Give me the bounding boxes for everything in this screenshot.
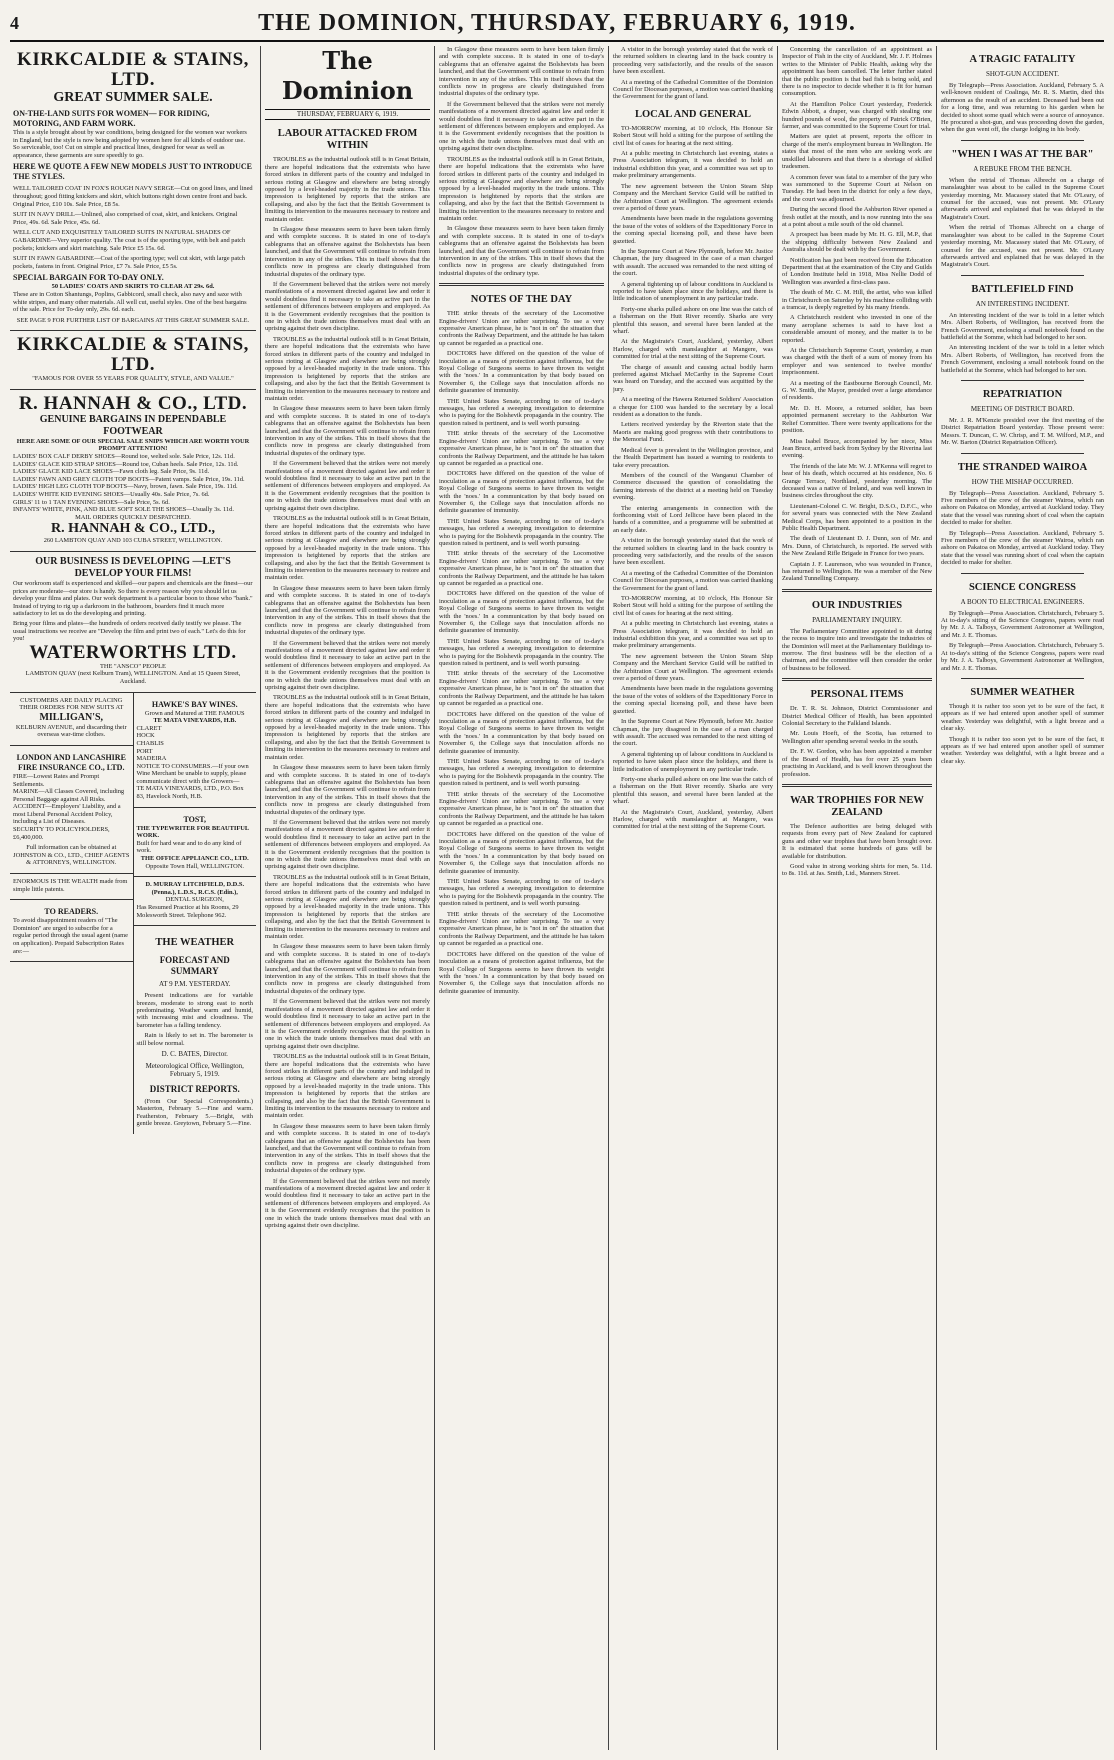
wine-title: HAWKE'S BAY WINES. [151,699,238,709]
editorial-headline: LABOUR ATTACKED FROM WITHIN [277,128,418,152]
local-paragraph: At a meeting of the Cathedral Committee of the Dominion Council for Diocesan purposes, a motion was carried thanking the Government for the grant of land. [613,569,773,592]
kirkcaldie-headline: GREAT SUMMER SALE. [53,90,213,105]
local-paragraph: Amendments have been made in the regulations governing the issue of the votes of soldiers of the Expeditionary Force in the coming special licensing poll, and these have been gazetted. [613,215,773,245]
wairoa-title: THE STRANDED WAIROA [957,461,1088,473]
column-editorial [265,46,430,1750]
notes-paragraph: THE strike threats of the secretary of the Locomotive Engine-drivers' Union are rather surprising. To use a very expressive American phrase, he is "not in on" the situation that confronts the Railway Department, and the attitude he has taken up cannot be regarded as a practical one. [439,790,604,828]
editorial-paragraph: If the Government believed that the strikes were not merely manifestations of a movement directed against law and order it would doubtless find it necessary to take an active part in the settlement of differences between employers and employed. As it is the Government evidently recognises that the position is one in which the trade unions themselves must deal with an uprising against their own discipline. [439,100,604,153]
news-paragraph: Captain J. F. Laurenson, who was wounded in France, has returned to Wellington. He was a member of the New Zealand Tunnelling Company. [782,560,932,583]
patents-headline: ENORMOUS IS THE WEALTH made from simple little patents. [13,878,128,893]
hannah-line: LADIES' GLACE KID LACE SHOES—Fawn cloth leg. Sale Price, 9s. 11d. [13,468,210,476]
typewriter-firm: THE OFFICE APPLIANCE CO., LTD. [140,855,249,863]
tragic-title: A TRAGIC FATALITY [969,54,1076,65]
column-right [941,46,1104,1750]
tragic-sub: SHOT-GUN ACCIDENT. [985,70,1060,78]
kirkcaldie-banner [10,331,256,390]
milligans-name: MILLIGAN'S, [39,711,104,723]
dentist-ad [134,877,257,926]
notes-paragraph: THE strike threats of the secretary of the Locomotive Engine-drivers' Union are rather surprising. To use a very expressive American phrase, he is "not in on" the situation that confronts the Railway Department, and the attitude he has taken up cannot be regarded as a practical one. [439,430,604,467]
local-paragraph: At the Magistrate's Court, Auckland, yesterday, Albert Harlow, charged with manslaughter at Mangere, was committed for trial at the next sitting of the Supreme Court. [613,808,773,831]
personal-item: Dr. F. W. Gordon, who has been appointed a member of the Board of Health, has for over 25 years been practising in Auckland, and is well known throughout the profession. [782,748,932,778]
weather-text: Present indications are for variable breezes, moderate to strong east to north predominating. Weather warm and humid, with increasing mist and cloudiness. The barometer has a falling tendency. [136,992,253,1029]
dentist-addr: Has Resumed Practice at his Rooms, 29 Molesworth Street. Telephone 962. [136,904,239,919]
news-paragraph: At the Christchurch Supreme Court, yesterday, a man was charged with the theft of a sum of money from his employer and was sentenced to twelve months' imprisonment. [782,347,932,377]
news-paragraph: A prospect has been made by Mr. H. G. Ell, M.P., that the shipping difficulty between New Zealand and Australia should be dealt with by the Government. [782,231,932,254]
notes-paragraph: THE strike threats of the secretary of the Locomotive Engine-drivers' Union are rather surprising. To use a very expressive American phrase, he is "not in on" the situation that confronts the Railway Department, and the attitude he has taken up cannot be regarded as a practical one. [439,670,604,708]
local-paragraph: Amendments have been made in the regulations governing the issue of the votes of soldiers of the Expeditionary Force in the coming special licensing poll, and these have been gazetted. [613,685,773,715]
notes-paragraph: THE United States Senate, according to one of to-day's messages, has ordered a sweeping investigation to determine who is paying for the Bolshevik propaganda in the country. The question raised is pertinent, and is well worth pursuing. [439,517,604,547]
summer-title: SUMMER WEATHER [970,686,1075,698]
wine-note: NOTICE TO CONSUMERS.—If your own Wine Merchant be unable to supply, please communicate direct with the Growers— [136,762,249,785]
typewriter-text2: Built for hard wear and to do any kind of work. [136,839,242,855]
column-news [782,46,932,1750]
patents-ad [10,874,133,900]
personal-item: Dr. T. R. St. Johnson, District Commissioner and District Medical Officer of Health, has been appointed Colonial Secretary to the Falkland Islands. [782,705,932,728]
news-paragraph: Notification has just been received from the Education Department that at the examination of the City and Guilds of London Institute held in 1918, Miss Nellie Dodd of Wellington was awarded a first-class pass. [782,256,932,286]
weather-reports-title: DISTRICT REPORTS. [149,1084,240,1095]
hannah-line: GIRLS' 11 to 1 TAN EVENING SHOES—Sale Price, 5s. 6d. [13,498,170,506]
local-paragraph: In the Supreme Court at New Plymouth, before Mr. Justice Chapman, the jury disagreed in the case of a man charged with assault. The accused was remanded to the next sitting of the court. [613,247,773,278]
hannah-ad [10,390,256,552]
trophies-title: WAR TROPHIES FOR NEW ZEALAND [790,794,924,818]
wine-brand: TE MATA VINEYARDS, H.B. [153,717,237,725]
local-paragraph: At a meeting of the Cathedral Committee of the Dominion Council for Diocesan purposes, a motion was carried thanking the Government for the grant of land. [613,78,773,101]
local-paragraph: At the Magistrate's Court, Auckland, yesterday, Albert Harlow, charged with manslaughter at Mangere, was committed for trial at the next sitting of the Supreme Court. [613,338,773,361]
industries-text: The Parliamentary Committee appointed to sit during the recess to inquire into and investigate the industries of the Dominion will meet at the Parliamentary Buildings to-morrow. The first business will be the election of a chairman, and the committee will then consider the order of business to be followed. [782,627,932,672]
industries-sub: PARLIAMENTARY INQUIRY. [812,615,902,624]
news-paragraph: At a meeting of the Eastbourne Borough Council, Mr. G. W. Smith, the Mayor, presided over a large attendance of residents. [782,379,932,402]
local-paragraph: TO-MORROW morning, at 10 o'clock, His Honour Sir Robert Stout will hold a sitting for the purpose of settling the civil list of cases for hearing at the next sitting. [613,124,773,147]
bar-text: When the retrial of Thomas Albrecht on a charge of manslaughter was about to be called in the Supreme Court yesterday morning, Mr. Macassey stated that Mr. O'Leary, of counsel for the accused, was not present. Mr. O'Leary afterwards arrived and explained that he was delayed in the Magistrate's Court. [941,224,1104,269]
editorial-paragraph: If the Government believed that the strikes were not merely manifestations of a movement directed against law and order it would doubtless find it necessary to take an active part in the settlement of differences between employers and employed. As it is the Government evidently recognises that the position is one in which the trade unions themselves must deal with an uprising against their own discipline. [265,460,430,512]
weather-text2: Rain is likely to set in. The barometer is still below normal. [136,1032,253,1047]
local-paragraph: The charge of assault and causing actual bodily harm preferred against Michael McCarthy in the Supreme Court was heard on Tuesday, and the accused was acquitted by the jury. [613,363,773,393]
wairoa-text: By Telegraph—Press Association. Auckland, February 5. Five members of the crew of the steamer Wairoa, which ran ashore on Pakatoa on Monday, arrived at Auckland today. They state that the vessel was running short of coal when the captain decided to make for shelter. [941,489,1104,527]
news-paragraph: Miss Isabel Bruce, accompanied by her niece, Miss Jean Bruce, arrived back from Sydney by the Riverina last evening. [782,437,932,460]
editorial-masthead: The Dominion [281,46,414,105]
news-paragraph: A Christchurch resident who invested in one of the many aeroplane schemes is said to have lost a considerable amount of money, and the matter is to be reported. [782,314,932,344]
waterworths-store: THE "ANSCO" PEOPLE [100,662,166,670]
waterworths-name: WATERWORTHS LTD. [29,641,237,663]
news-paragraph: A common fever was fatal to a member of the jury who was summoned to the Supreme Court at Nelson on Tuesday. He had been in the district for only a few days, and the court was adjourned. [782,173,932,203]
local-paragraph: A visitor in the borough yesterday stated that the work of the returned soldiers in clearing land in the back country is proceeding very satisfactorily, and the results of the season have been excellent. [613,537,773,567]
battle-text: An interesting incident of the war is told in a letter which Mrs. Albert Roberts, of Wellington, has received from the French Government, enclosing a small notebook found on the battlefield at the Somme, which had belonged to her son. [941,311,1104,341]
hannah-sub: HERE ARE SOME OF OUR SPECIAL SALE SNIPS WHICH ARE WORTH YOUR PROMPT ATTENTION! [16,437,250,453]
editorial-paragraph: If the Government believed that the strikes were not merely manifestations of a movement directed against law and order it would doubtless find it necessary to take an active part in the settlement of differences between employers and employed. As it is the Government evidently recognises that the position is one in which the trade unions themselves must deal with an uprising against their own discipline. [265,1177,430,1230]
kirkcaldie-section-title: ON-THE-LAND SUITS FOR WOMEN— FOR RIDING, MOTORING, AND FARM WORK. [13,109,210,128]
kirkcaldie-special: SPECIAL BARGAIN FOR TO-DAY ONLY. [13,273,164,283]
milligans-addr: KELBURN AVENUE, and discarding their overseas war-time clothes. [15,723,127,739]
typewriter-addr: Opposite Town Hall, WELLINGTON. [145,862,244,870]
kirkcaldie-banner-name: KIRKCALDIE & STAINS, LTD. [17,334,249,376]
notes-paragraph: THE United States Senate, according to one of to-day's messages, has ordered a sweeping investigation to determine who is paying for the Bolshevik propaganda in the country. The question raised is pertinent, and is well worth pursuing. [439,397,604,427]
insurance-line: SECURITY TO POLICYHOLDERS, £6,400,000. [13,826,110,841]
science-sub: A BOON TO ELECTRICAL ENGINEERS. [960,597,1085,606]
editorial-paragraph: In Glasgow these measures seem to have been taken firmly and with complete success. It is stated in one of to-day's cablegrams that an offensive against the Bolshevists has been launched, and that the Government will continue to refrain from intervention in any of the strikes. This in itself shows that the conflicts now in progress are clearly distinguished from industrial disputes of the ordinary type. [439,46,604,98]
editorial-paragraph: If the Government believed that the strikes were not merely manifestations of a movement directed against law and order it would doubtless find it necessary to take an active part in the settlement of differences between employers and employed. As it is the Government evidently recognises that the position is one in which the trade unions themselves must deal with an uprising against their own discipline. [265,998,430,1050]
editorial-paragraph: In Glasgow these measures seem to have been taken firmly and with complete success. It is stated in one of to-day's cablegrams that an offensive against the Bolshevists has been launched, and that the Government will continue to refrain from intervention in any of the strikes. This in itself shows that the conflicts now in progress are clearly distinguished from industrial disputes of the ordinary type. [265,226,430,278]
battle-title: BATTLEFIELD FIND [971,283,1074,295]
hannah-line: LADIES' BOX CALF DERBY SHOES—Round toe, welted sole. Sale Price, 12s. 11d. [13,453,235,461]
local-paragraph: A visitor in the borough yesterday stated that the work of the returned soldiers in clearing land in the back country is proceeding very satisfactorily, and the results of the season have been excellent. [613,46,773,76]
local-paragraph: In the Supreme Court at New Plymouth, before Mr. Justice Chapman, the jury disagreed in the case of a man charged with assault. The accused was remanded to the next sitting of the court. [613,718,773,748]
kirkcaldie-item: WELL CUT AND EXQUISITELY TAILORED SUITS IN NATURAL SHADES OF GABARDINE—Very superior quality. The coat is of the sporting type, with belt and patch pockets; knickers and skirt matching. Sale Price £5 15s. 6d. [13,229,246,252]
editorial-paragraph: TROUBLES as the industrial outlook still is in Great Britain, there are hopeful indications that the extremists who have forced strikes in different parts of the country and indulged in serious rioting at Glasgow and elsewhere are being strongly opposed by a level-headed majority in the trade unions. This impression is heightened by reports that the strikes are collapsing, and also by the fact that the British Government is limiting its intervention to the measures necessary to restore and maintain order. [265,156,430,223]
news-paragraph: The death of Mr. C. M. Hill, the artist, who was killed in Christchurch on Saturday by his machine colliding with a tramcar, is deeply regretted by his many friends. [782,289,932,311]
local-paragraph: The entering arrangements in connection with the forthcoming visit of Lord Jellicoe have been placed in the hands of a committee, and a programme will be submitted at an early date. [613,504,773,534]
weather-signature: D. C. BATES, Director. [161,1050,228,1059]
dentist-title: DENTAL SURGEON, [165,896,224,904]
bar-sub: A REBUKE FROM THE BENCH. [973,164,1072,173]
news-paragraph: At the Hamilton Police Court yesterday, Frederick Edwin Abbott, a draper, was charged with stealing one hundred pounds of wool, the property of Patrick O'Brien, farmer, and was committed to the Supreme Court for trial. [782,100,932,131]
insurance-ad [10,746,133,874]
tragic-text: By Telegraph—Press Association. Auckland, February 5. A well-known resident of Coalinga, Mr. R. S. Martin, died this afternoon as the result of an accident. Deceased had been out for a long time, and was returning to his garden when he decided to shoot some quail which were a source of annoyance. He procured a shot-gun, and was proceeding down the garden, when the gun went off, the charge lodging in his body. [941,82,1104,134]
news-paragraph: The friends of the late Mr. W. J. M'Kenna will regret to hear of his death, which occurred at his residence, No. 6 Grange Terrace, Northland, yesterday morning. The deceased was a native of Ireland, and was well known in business circles throughout the city. [782,462,932,500]
wine-sub: Grown and Matured at THE FAMOUS [144,709,245,717]
summer-text: Though it is rather too soon yet to be sure of the fact, it appears as if we had entered upon another spell of summer weather. Yesterday was delightful, with a light breeze and a clear sky. [941,702,1104,733]
wine-item: MADEIRA [136,755,167,763]
editorial-paragraph: In Glasgow these measures seem to have been taken firmly and with complete success. It is stated in one of to-day's cablegrams that an offensive against the Bolshevists has been launched, and that the Government will continue to refrain from intervention in any of the strikes. This in itself shows that the conflicts now in progress are clearly distinguished from industrial disputes of the ordinary type. [265,943,430,995]
editorial-paragraph: In Glasgow these measures seem to have been taken firmly and with complete success. It is stated in one of to-day's cablegrams that an offensive against the Bolshevists has been launched, and that the Government will continue to refrain from intervention in any of the strikes. This in itself shows that the conflicts now in progress are clearly distinguished from industrial disputes of the ordinary type. [265,764,430,816]
waterworths-ad [10,552,256,693]
local-paragraph: Letters received yesterday by the Riverton state that the Maoris are making good progress with their contributions to the Memorial Fund. [613,421,773,444]
wine-addr: TE MATA VINEYARDS, LTD., P.O. Box 83, Havelock North, H.B. [136,785,244,801]
news-paragraph: The death of Lieutenant D. J. Dunn, son of Mr. and Mrs. Dunn, of Christchurch, is reported. He served with the New Zealand Rifle Brigade in France for two years. [782,535,932,558]
local-paragraph: Medical fever is prevalent in the Wellington province, and the Health Department has issued a warning to residents to take every precaution. [613,446,773,469]
editorial-paragraph: TROUBLES as the industrial outlook still is in Great Britain, there are hopeful indications that the extremists who have forced strikes in different parts of the country and indulged in serious rioting at Glasgow and elsewhere are being strongly opposed by a level-headed majority in the trade unions. This impression is heightened by reports that the strikes are collapsing, and also by the fact that the British Government is limiting its intervention to the measures necessary to restore and maintain order. [265,335,430,402]
kirkcaldie-item: SUIT IN FAWN GABARDINE—Coat of the sporting type; well cut skirt, with large patch pockets, fastens in front. Original Price, £7 7s. Sale Price, £5 5s. [13,255,246,270]
editorial-paragraph: In Glasgow these measures seem to have been taken firmly and with complete success. It is stated in one of to-day's cablegrams that an offensive against the Bolshevists has been launched, and that the Government will continue to refrain from intervention in any of the strikes. This in itself shows that the conflicts now in progress are clearly distinguished from industrial disputes of the ordinary type. [265,405,430,457]
editorial-paragraph: TROUBLES as the industrial outlook still is in Great Britain, there are hopeful indications that the extremists who have forced strikes in different parts of the country and indulged in serious rioting at Glasgow and elsewhere are being strongly opposed by a level-headed majority in the trade unions. This impression is heightened by reports that the strikes are collapsing, and also by the fact that the British Government is limiting its intervention to the measures necessary to restore and maintain order. [265,515,430,582]
notes-paragraph: DOCTORS have differed on the question of the value of inoculation as a means of protection against influenza, but the Royal College of Surgeons seems to have thrown its weight with the 'noes.' In a communication by that body issued on November 6, the College says that inoculation affords no definite guarantee of immunity. [439,710,604,755]
wairoa-text: By Telegraph—Press Association. Auckland, February 5. Five members of the crew of the steamer Wairoa, which ran ashore on Pakatoa on Monday, arrived at Auckland today. They state that the vessel was running short of coal when the captain decided to make for shelter. [941,529,1104,567]
kirkcaldie-ad [10,46,256,331]
notes-paragraph: DOCTORS have differed on the question of the value of inoculation as a means of protection against influenza, but the Royal College of Surgeons seems to have thrown its weight with the 'noes.' In a communication by that body issued on November 6, the College says that inoculation affords no definite guarantee of immunity. [439,950,604,995]
wairoa-sub: HOW THE MISHAP OCCURRED. [971,477,1074,486]
hannah-line: LADIES' HIGH LEG CLOTH TOP BOOTS—Navy, brown, fawn. Sale Price, 19s. 11d. [13,483,238,491]
hannah-line: LADIES' GLACE KID STRAP SHOES—Round toe, Cuban heels. Sale Price, 12s. 11d. [13,460,239,468]
editorial-paragraph: TROUBLES as the industrial outlook still is in Great Britain, there are hopeful indications that the extremists who have forced strikes in different parts of the country and indulged in serious rioting at Glasgow and elsewhere are being strongly opposed by a level-headed majority in the trade unions. This impression is heightened by reports that the strikes are collapsing, and also by the fact that the British Government is limiting its intervention to the measures necessary to restore and maintain order. [265,1053,430,1120]
notes-paragraph: THE United States Senate, according to one of to-day's messages, has ordered a sweeping investigation to determine who is paying for the Bolshevik propaganda in the country. The question raised is pertinent, and is well worth pursuing. [439,637,604,668]
wine-item: CLARET [136,724,162,732]
editorial-paragraph: TROUBLES as the industrial outlook still is in Great Britain, there are hopeful indications that the extremists who have forced strikes in different parts of the country and indulged in serious rioting at Glasgow and elsewhere are being strongly opposed by a level-headed majority in the trade unions. This impression is heightened by reports that the strikes are collapsing, and also by the fact that the British Government is limiting its intervention to the measures necessary to restore and maintain order. [439,155,604,222]
kirkcaldie-models: HERE WE QUOTE A FEW NEW MODELS JUST TO INTRODUCE THE STYLES. [13,162,252,182]
notes-paragraph: THE United States Senate, according to one of to-day's messages, has ordered a sweeping investigation to determine who is paying for the Bolshevik propaganda in the country. The question raised is pertinent, and is well worth pursuing. [439,878,604,908]
insurance-name: LONDON AND LANCASHIRE FIRE INSURANCE CO., LTD. [16,752,126,772]
notes-paragraph: THE United States Senate, according to one of to-day's messages, has ordered a sweeping investigation to determine who is paying for the Bolshevik propaganda in the country. The question raised is pertinent, and is well worth pursuing. [439,757,604,788]
editorial-paragraph: TROUBLES as the industrial outlook still is in Great Britain, there are hopeful indications that the extremists who have forced strikes in different parts of the country and indulged in serious rioting at Glasgow and elsewhere are being strongly opposed by a level-headed majority in the trade unions. This impression is heightened by reports that the strikes are collapsing, and also by the fact that the British Government is limiting its intervention to the measures necessary to restore and maintain order. [265,873,430,941]
notes-paragraph: DOCTORS have differed on the question of the value of inoculation as a means of protection against influenza, but the Royal College of Surgeons seems to have thrown its weight with the 'noes.' In a communication by that body issued on November 6, the College says that inoculation affords no definite guarantee of immunity. [439,470,604,515]
local-paragraph: A general tightening up of labour conditions in Auckland is reported to have taken place since the holidays, and there is little indication of unemployment in any particular trade. [613,280,773,303]
local-title: LOCAL AND GENERAL [634,108,752,120]
weather-office: Meteorological Office, Wellington, February 5, 1919. [145,1062,244,1079]
kirkcaldie-item: SUIT IN NAVY DRILL—Unlined, also comprised of coat, skirt, and knickers. Original Price, 49s. 6d. Sale Price, 45s. 6d. [13,211,238,226]
notes-paragraph: THE strike threats of the secretary of the Locomotive Engine-drivers' Union are rather surprising. To use a very expressive American phrase, he is "not in on" the situation that confronts the Railway Department, and the attitude he has taken up cannot be regarded as a practical one. [439,550,604,587]
hannah-headline: GENUINE BARGAINS IN DEPENDABLE FOOTWEAR [39,413,227,437]
industries-title: OUR INDUSTRIES [811,599,903,611]
editorial-paragraph: If the Government believed that the strikes were not merely manifestations of a movement directed against law and order it would doubtless find it necessary to take an active part in the settlement of differences between employers and employed. As it is the Government evidently recognises that the position is one in which the trade unions themselves must deal with an uprising against their own discipline. [265,818,430,871]
milligans-ad [10,693,133,746]
editorial-paragraph: In Glasgow these measures seem to have been taken firmly and with complete success. It is stated in one of to-day's cablegrams that an offensive against the Bolshevists has been launched, and that the Government will continue to refrain from intervention in any of the strikes. This in itself shows that the conflicts now in progress are clearly distinguished from industrial disputes of the ordinary type. [265,584,430,637]
summer-text: Though it is rather too soon yet to be sure of the fact, it appears as if we had entered upon another spell of summer weather. Yesterday was delightful, with a light breeze and a clear sky. [941,735,1104,765]
local-paragraph: At a public meeting in Christchurch last evening, states a Press Association telegram, it was decided to hold an industrial exhibition this year, and a committee was set up to make preliminary arrangements. [613,620,773,650]
hannah-line: MAIL ORDERS QUICKLY DESPATCHED. [75,513,191,521]
hannah-line: INFANTS' WHITE, PINK, AND BLUE SOFT SOLE THE SHOES—Usually 3s. 11d. [13,506,234,514]
personal-item: Mr. Louis Hoeft, of the Scotia, has returned to Wellington after spending several weeks in the south. [782,730,932,745]
hannah-address: 260 LAMBTON QUAY AND 103 CUBA STREET, WELLINGTON. [43,537,223,545]
local-paragraph: A general tightening up of labour conditions in Auckland is reported to have taken place since the holidays, and there is little indication of unemployment in any particular trade. [613,750,773,773]
battle-text: An interesting incident of the war is told in a letter which Mrs. Albert Roberts, of Wellington, has received from the French Government, enclosing a small notebook found on the battlefield at the Somme, which had belonged to her son. [941,344,1104,374]
waterworths-text2: Bring your films and plates—the hundreds of orders received daily testify we please. The usual instructions we receive are "Develop the film and print two of each." Let's do this for you! [13,619,246,643]
typewriter-title: TOST, [183,814,207,824]
insurance-line: FIRE—Lowest Rates and Prompt Settlements. [13,772,100,788]
readers-title: TO READERS. [44,907,99,917]
column-local [613,46,773,1750]
page-number: 4 [10,12,19,33]
editorial-date: THURSDAY, FEBRUARY 6, 1919. [265,109,430,120]
hannah-line: LADIES' FAWN AND GREY CLOTH TOP BOOTS—Patent vamps. Sale Price, 19s. 11d. [13,475,245,483]
weather-section [134,926,257,1133]
newspaper-title: THE DOMINION, THURSDAY, FEBRUARY 6, 1919. [258,9,856,36]
kirkcaldie-special-text: 50 LADIES' COATS AND SKIRTS TO CLEAR AT 29s. 6d. [51,283,215,291]
repat-sub: MEETING OF DISTRICT BOARD. [970,404,1075,413]
insurance-agents: Full information can be obtained at JOHNSTON & CO., LTD., CHIEF AGENTS & ATTORNEYS, WELLINGTON. [13,844,130,867]
editorial-paragraph: If the Government believed that the strikes were not merely manifestations of a movement directed against law and order it would doubtless find it necessary to take an active part in the settlement of differences between employers and employed. As it is the Government evidently recognises that the position is one in which the trade unions themselves must deal with an uprising against their own discipline. [265,280,430,333]
wine-ad [134,693,257,808]
local-paragraph: At a meeting of the Hawera Returned Soldiers' Association a cheque for £100 was handed to the secretary by a local resident as a donation to the funds. [613,396,773,419]
news-paragraph: Mr. D. H. Moore, a returned soldier, has been appointed permanent secretary to the Ashburton War Relief Committee. There were twenty applications for the position. [782,404,932,435]
kirkcaldie-special-desc: These are in Cotton Shantungs, Poplins, Gabbicord, small check, also navy and saxe with white stripes, and many other materials. All well cut, useful styles. One of the best bargains of the sale. Price for To-day only, 29s. 6d. each. [13,290,247,314]
wine-item: CHABLIS [136,739,164,747]
repat-text: Mr. J. R. M'Kenzie presided over the first meeting of the District Repatriation Board yesterday. Those present were: Messrs. T. Duncan, C. W. Chrisp, and T. M. Wilford, M.P., and Mr. W. Barton (District Repatriation Officer). [941,416,1104,447]
bar-text: When the retrial of Thomas Albrecht on a charge of manslaughter was about to be called in the Supreme Court yesterday morning, Mr. Macassey stated that Mr. O'Leary, of counsel for the accused, was not present. Mr. O'Leary afterwards arrived and explained that he was delayed in the Magistrate's Court. [941,176,1104,221]
news-paragraph: Concerning the cancellation of an appointment as Inspector of Fish in the city of Auckland, Mr. J. F. Holmes writes to the Minister of Public Health, asking why the appointment has been cancelled. The letter further stated that the public position is that bad fish is being sold, and there is no inspector to decide whether it is fit for human consumption. [782,46,932,98]
kirkcaldie-item: WELL TAILORED COAT IN FOX'S ROUGH NAVY SERGE—Cut on good lines, and lined throughout; good fitting knickers and skirt, which buttons right down centre front and back. Original Price, £10 10s. Sale Price, £8 5s. [13,185,253,208]
editorial-paragraph: If the Government believed that the strikes were not merely manifestations of a movement directed against law and order it would doubtless find it necessary to take an active part in the settlement of differences between employers and employed. As it is the Government evidently recognises that the position is one in which the trade unions themselves must deal with an uprising against their own discipline. [265,639,430,692]
notes-paragraph: DOCTORS have differed on the question of the value of inoculation as a means of protection against influenza, but the Royal College of Surgeons seems to have thrown its weight with the 'noes.' In a communication by that body issued on November 6, the College says that inoculation affords no definite guarantee of immunity. [439,590,604,635]
local-paragraph: TO-MORROW morning, at 10 o'clock, His Honour Sir Robert Stout will hold a sitting for the purpose of settling the civil list of cases for hearing at the next sitting. [613,595,773,617]
wine-item: HOCK [136,732,155,740]
hannah-footer: R. HANNAH & CO., LTD., [51,521,215,537]
insurance-line: ACCIDENT—Employers' Liability, and a most Liberal Personal Accident Policy, including a List of Diseases. [13,803,121,826]
waterworths-address: LAMBTON QUAY (next Kelburn Tram), WELLINGTON. And at 15 Queen Street, Auckland. [25,670,241,685]
typewriter-ad [134,808,257,878]
weather-reports: (From Our Special Correspondents.) Masterton, February 5.—Fine and warm. Featherston, February 5.—Bright, with gentle breeze. Greytown, February 5.—Fine. [136,1098,253,1128]
bar-title: "WHEN I WAS AT THE BAR" [951,148,1094,160]
weather-title: THE WEATHER [155,937,235,949]
wine-item: PORT [136,747,153,755]
notes-paragraph: THE strike threats of the secretary of the Locomotive Engine-drivers' Union are rather surprising. To use a very expressive American phrase, he is "not in on" the situation that confronts the Railway Department, and the attitude he has taken up cannot be regarded as a practical one. [439,310,604,347]
hannah-name: R. HANNAH & CO., LTD. [18,392,248,414]
local-paragraph: The new agreement between the Union Steam Ship Company and the Merchant Service Guild will be ratified in the Arbitration Court at Wellington. The agreement extends over a period of three years. [613,182,773,212]
readers-text: To avoid disappointment readers of "The Dominion" are urged to subscribe for a regular period through the usual agent (name on application). Prepaid Subscription Rates are:— [13,917,128,955]
editorial-paragraph: In Glasgow these measures seem to have been taken firmly and with complete success. It is stated in one of to-day's cablegrams that an offensive against the Bolshevists has been launched, and that the Government will continue to refrain from intervention in any of the strikes. This in itself shows that the conflicts now in progress are clearly distinguished from industrial disputes of the ordinary type. [439,225,604,277]
personal-title: PERSONAL ITEMS [810,689,904,701]
local-paragraph: At a public meeting in Christchurch last evening, states a Press Association telegram, it was decided to hold an industrial exhibition this year, and a committee was set up to make preliminary arrangements. [613,150,773,180]
news-paragraph: During the second flood the Ashburton River opened a fresh outlet at the mouth, and is now running into the sea at a point about a mile south of the old channel. [782,206,932,228]
page-header [10,6,1104,42]
notes-paragraph: DOCTORS have differed on the question of the value of inoculation as a means of protection against influenza, but the Royal College of Surgeons seems to have thrown its weight with the 'noes.' In a communication by that body issued on November 6, the College says that inoculation affords no definite guarantee of immunity. [439,350,604,395]
notes-paragraph: THE strike threats of the secretary of the Locomotive Engine-drivers' Union are rather surprising. To use a very expressive American phrase, he is "not in on" the situation that confronts the Railway Department, and the attitude he has taken up cannot be regarded as a practical one. [439,910,604,948]
local-paragraph: The new agreement between the Union Steam Ship Company and the Merchant Service Guild will be ratified in the Arbitration Court at Wellington. The agreement extends over a period of three years. [613,652,773,683]
column-ads-left [10,46,256,1750]
battle-sub: AN INTERESTING INCIDENT. [975,299,1070,308]
readers-notice [10,900,133,962]
notes-title: NOTES OF THE DAY [470,294,573,306]
kirkcaldie-section-text: This is a style brought about by war conditions, being designed for the women war workers in England, but the style is now being adopted by women here for all kinds of outdoor use. So serviceable, too! Cut on simple and practical lines, designed for wear as well as appearance, these garments are sure speedily to go. [13,129,247,159]
dentist-name: D. MURRAY LITCHFIELD, D.D.S. (Penna.), L.D.S., R.C.S. (Edin.), [145,881,245,896]
trophies-text2: Good value in strong working shirts for men, 5s. 11d. to 8s. 11d. at Jas. Smith, Ltd., Manners Street. [782,862,932,878]
local-paragraph: Members of the council of the Wanganui Chamber of Commerce discussed the question of consolidating the farming interests of the district at a meeting held on Tuesday evening. [613,471,773,502]
trophies-text: The Defence authorities are being deluged with requests from every part of New Zealand for captured guns and other war trophies that have been brought over. It is estimated that some hundreds of guns will be available for distribution. [782,822,932,860]
insurance-line: MARINE—All Classes Covered, including Personal Baggage against All Risks. [13,788,125,803]
waterworths-text: Our workroom staff is experienced and skilled—our papers and chemicals are the finest—our prices are moderate—our store is handy. So there is every reason why you should let us develop your films and plates. Our work department is a particular boon to those who "bank." Instead of trying to rig up a darkroom in the bathroom, boarders find it much more satisfactory to let us do the developing and printing. [13,580,253,618]
news-paragraph: Matters are quiet at present, reports the officer in charge of the men's employment bureau in Wellington. He states that most of the men who are seeking work are unskilled labourers and that there is a shortage of skilled tradesmen. [782,133,932,171]
kirkcaldie-name: KIRKCALDIE & STAINS, LTD. [17,49,249,90]
milligans-text: CUSTOMERS ARE DAILY PLACING THEIR ORDERS FOR NEW SUITS AT [19,696,124,712]
science-text: By Telegraph—Press Association. Christchurch, February 5. At to-day's sitting of the Science Congress, papers were read by Mr. J. A. Talboys, Government Astronomer at Wellington, and Mr. J. E. Thomas. [941,642,1104,672]
editorial-paragraph: In Glasgow these measures seem to have been taken firmly and with complete success. It is stated in one of to-day's cablegrams that an offensive against the Bolshevists has been launched, and that the Government will continue to refrain from intervention in any of the strikes. This in itself shows that the conflicts now in progress are clearly distinguished from industrial disputes of the ordinary type. [265,1122,430,1175]
ads-subcolumn-right [134,693,257,1134]
local-paragraph: Forty-one sharks pulled ashore on one line was the catch of a fisherman on the Hutt River recently. Sharks are very plentiful this season, and several have been landed at the wharf. [613,775,773,806]
typewriter-text: THE TYPEWRITER FOR BEAUTIFUL WORK. [136,824,249,840]
kirkcaldie-see-page: SEE PAGE 9 FOR FURTHER LIST OF BARGAINS AT THIS GREAT SUMMER SALE. [16,316,250,324]
column-notes [439,46,604,1750]
local-paragraph: Forty-one sharks pulled ashore on one line was the catch of a fisherman on the Hutt River recently. Sharks are very plentiful this season, and several have been landed at the wharf. [613,305,773,335]
waterworths-headline: OUR BUSINESS IS DEVELOPING —LET'S DEVELOP YOUR FILMS! [35,556,231,579]
kirkcaldie-slogan: "FAMOUS FOR OVER 55 YEARS FOR QUALITY, STYLE, AND VALUE." [32,375,234,383]
notes-paragraph: DOCTORS have differed on the question of the value of inoculation as a means of protection against influenza, but the Royal College of Surgeons seems to have thrown its weight with the 'noes.' In a communication by that body issued on November 6, the College says that inoculation affords no definite guarantee of immunity. [439,830,604,875]
science-title: SCIENCE CONGRESS [968,581,1077,593]
news-paragraph: Lieutenant-Colonel C. W. Bright, D.S.O., D.F.C., who for several years was connected with the New Zealand Medical Corps, has been appointed to a position in the Public Health Department. [782,502,932,532]
editorial-paragraph: TROUBLES as the industrial outlook still is in Great Britain, there are hopeful indications that the extremists who have forced strikes in different parts of the country and indulged in serious rioting at Glasgow and elsewhere are being strongly opposed by a level-headed majority in the trade unions. This impression is heightened by reports that the strikes are collapsing, and also by the fact that the British Government is limiting its intervention to the measures necessary to restore and maintain order. [265,694,430,761]
ads-subcolumn-left [10,693,134,1134]
repat-title: REPATRIATION [982,388,1063,400]
weather-time: AT 9 P.M. YESTERDAY. [158,980,231,989]
hannah-line: LADIES' WHITE KID EVENING SHOES—Usually 40s. Sale Price, 7s. 6d. [13,491,210,499]
science-text: By Telegraph—Press Association. Christchurch, February 5. At to-day's sitting of the Science Congress, papers were read by Mr. J. A. Talboys, Government Astronomer at Wellington, and Mr. J. E. Thomas. [941,609,1104,639]
weather-sub: FORECAST AND SUMMARY [159,955,230,977]
